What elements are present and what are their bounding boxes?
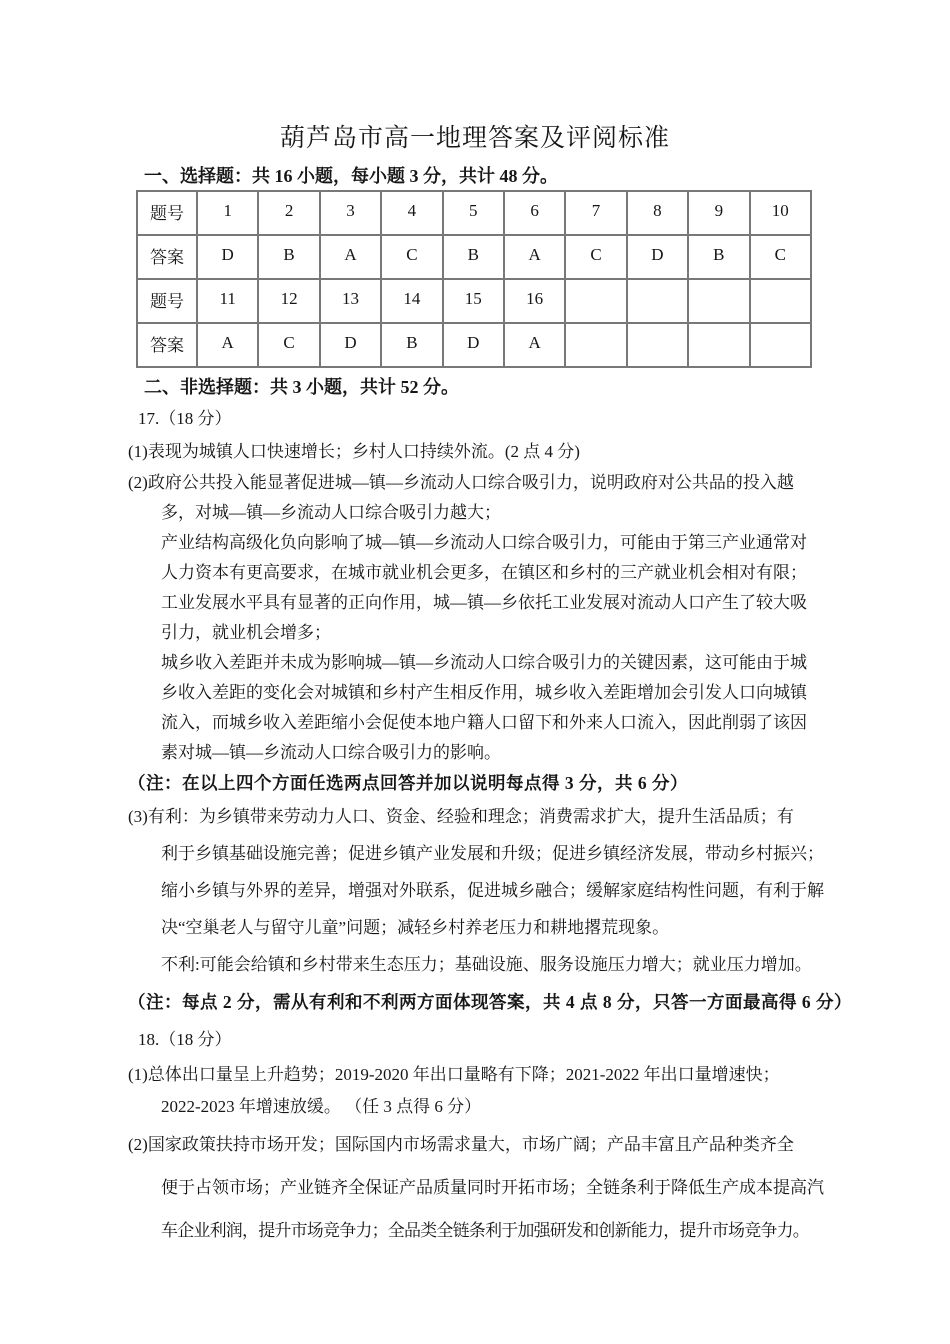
answer-cell: 16 bbox=[504, 279, 565, 323]
q17-part3-line: 不利:可能会给镇和乡村带来生态压力；基础设施、服务设施压力增大；就业压力增加。 bbox=[161, 955, 812, 974]
row-label: 题号 bbox=[137, 191, 197, 235]
q18-part2-line: 便于占领市场；产业链齐全保证产品质量同时开拓市场；全链条利于降低生产成本提高汽 bbox=[161, 1178, 824, 1197]
answer-cell: 6 bbox=[504, 191, 565, 235]
q18-part1-line: (1)总体出口量呈上升趋势；2019-2020 年出口量略有下降；2021-2022 年出口量增速快； bbox=[128, 1065, 780, 1084]
q17-part3-line: 缩小乡镇与外界的差异，增强对外联系，促进城乡融合；缓解家庭结构性问题，有利于解 bbox=[161, 881, 824, 900]
table-row bbox=[137, 279, 811, 323]
q17-part2-line: 素对城—镇—乡流动人口综合吸引力的影响。 bbox=[161, 743, 501, 762]
q18-heading: 18.（18 分） bbox=[138, 1030, 232, 1049]
answer-cell bbox=[688, 279, 749, 323]
answer-cell: 12 bbox=[258, 279, 319, 323]
table-row bbox=[137, 191, 811, 235]
row-label: 题号 bbox=[137, 279, 197, 323]
answer-cell bbox=[750, 279, 811, 323]
q17-part3-note: （注：每点 2 分，需从有利和不利两方面体现答案，共 4 点 8 分，只答一方面最高得 6 分） bbox=[128, 992, 852, 1012]
row-label: 答案 bbox=[137, 235, 197, 279]
q17-part2-line: 产业结构高级化负向影响了城—镇—乡流动人口综合吸引力，可能由于第三产业通常对 bbox=[161, 533, 807, 552]
q18-part2-line: 车企业利润，提升市场竞争力；全品类全链条利于加强研发和创新能力，提升市场竞争力。 bbox=[161, 1221, 809, 1240]
answer-cell: A bbox=[197, 323, 258, 367]
table-row bbox=[137, 235, 811, 279]
answer-cell: B bbox=[381, 323, 442, 367]
q17-part2-line: 流入，而城乡收入差距缩小会促使本地户籍人口留下和外来人口流入，因此削弱了该因 bbox=[161, 713, 807, 732]
answer-cell: C bbox=[750, 235, 811, 279]
page-title: 葫芦岛市高一地理答案及评阅标准 bbox=[279, 125, 670, 152]
answer-cell: C bbox=[381, 235, 442, 279]
q17-part2-line: (2)政府公共投入能显著促进城—镇—乡流动人口综合吸引力，说明政府对公共品的投入越 bbox=[128, 473, 794, 492]
answer-cell: 11 bbox=[197, 279, 258, 323]
answer-cell: A bbox=[320, 235, 381, 279]
q17-part2-line: 乡收入差距的变化会对城镇和乡村产生相反作用，城乡收入差距增加会引发人口向城镇 bbox=[161, 683, 807, 702]
answer-table bbox=[136, 190, 812, 368]
answer-cell: A bbox=[504, 235, 565, 279]
section-nonchoice-heading: 二、非选择题：共 3 小题，共计 52 分。 bbox=[144, 377, 459, 397]
q17-heading: 17.（18 分） bbox=[138, 409, 232, 428]
answer-cell: 9 bbox=[688, 191, 749, 235]
q18-part2-line: (2)国家政策扶持市场开发；国际国内市场需求量大，市场广阔；产品丰富且产品种类齐全 bbox=[128, 1135, 794, 1154]
answer-cell: 5 bbox=[443, 191, 504, 235]
answer-cell: B bbox=[258, 235, 319, 279]
row-label: 答案 bbox=[137, 323, 197, 367]
table-row bbox=[137, 323, 811, 367]
q17-part2-line: 多，对城—镇—乡流动人口综合吸引力越大； bbox=[161, 503, 501, 522]
q17-part2-line: 工业发展水平具有显著的正向作用，城—镇—乡依托工业发展对流动人口产生了较大吸 bbox=[161, 593, 807, 612]
answer-cell bbox=[750, 323, 811, 367]
answer-cell: D bbox=[627, 235, 688, 279]
answer-cell: 4 bbox=[381, 191, 442, 235]
answer-cell: 2 bbox=[258, 191, 319, 235]
answer-cell bbox=[627, 323, 688, 367]
answer-cell: B bbox=[688, 235, 749, 279]
answer-cell: C bbox=[258, 323, 319, 367]
page-content bbox=[0, 162, 950, 1252]
section-choice-heading: 一、选择题：共 16 小题，每小题 3 分，共计 48 分。 bbox=[144, 166, 558, 186]
q17-part3-line: (3)有利：为乡镇带来劳动力人口、资金、经验和理念；消费需求扩大，提升生活品质；有 bbox=[128, 807, 794, 826]
answer-cell: A bbox=[504, 323, 565, 367]
q17-part2-line: 人力资本有更高要求，在城市就业机会更多，在镇区和乡村的三产就业机会相对有限； bbox=[161, 563, 807, 582]
answer-cell: 7 bbox=[565, 191, 626, 235]
q17-part3-line: 利于乡镇基础设施完善；促进乡镇产业发展和升级；促进乡镇经济发展，带动乡村振兴； bbox=[161, 844, 824, 863]
q17-part2-note: （注：在以上四个方面任选两点回答并加以说明每点得 3 分，共 6 分） bbox=[128, 773, 688, 793]
answer-cell: C bbox=[565, 235, 626, 279]
answer-cell bbox=[565, 279, 626, 323]
answer-cell bbox=[565, 323, 626, 367]
answer-cell: 10 bbox=[750, 191, 811, 235]
answer-cell: 14 bbox=[381, 279, 442, 323]
q18-part1-line: 2022-2023 年增速放缓。 （任 3 点得 6 分） bbox=[161, 1097, 482, 1116]
q17-part2-line: 城乡收入差距并未成为影响城—镇—乡流动人口综合吸引力的关键因素，这可能由于城 bbox=[161, 653, 807, 672]
q17-part1: (1)表现为城镇人口快速增长；乡村人口持续外流。(2 点 4 分) bbox=[128, 442, 580, 461]
answer-cell: 13 bbox=[320, 279, 381, 323]
answer-cell bbox=[688, 323, 749, 367]
answer-cell bbox=[627, 279, 688, 323]
q17-part2-line: 引力，就业机会增多； bbox=[161, 623, 331, 642]
answers-text-block bbox=[128, 402, 852, 1252]
answer-cell: D bbox=[443, 323, 504, 367]
answer-cell: 1 bbox=[197, 191, 258, 235]
answer-cell: 3 bbox=[320, 191, 381, 235]
answer-cell: 8 bbox=[627, 191, 688, 235]
answer-cell: B bbox=[443, 235, 504, 279]
answer-cell: D bbox=[320, 323, 381, 367]
answer-table-body bbox=[137, 191, 811, 367]
answer-cell: D bbox=[197, 235, 258, 279]
q17-part3-line: 决“空巢老人与留守儿童”问题；减轻乡村养老压力和耕地撂荒现象。 bbox=[161, 918, 670, 937]
answer-cell: 15 bbox=[443, 279, 504, 323]
